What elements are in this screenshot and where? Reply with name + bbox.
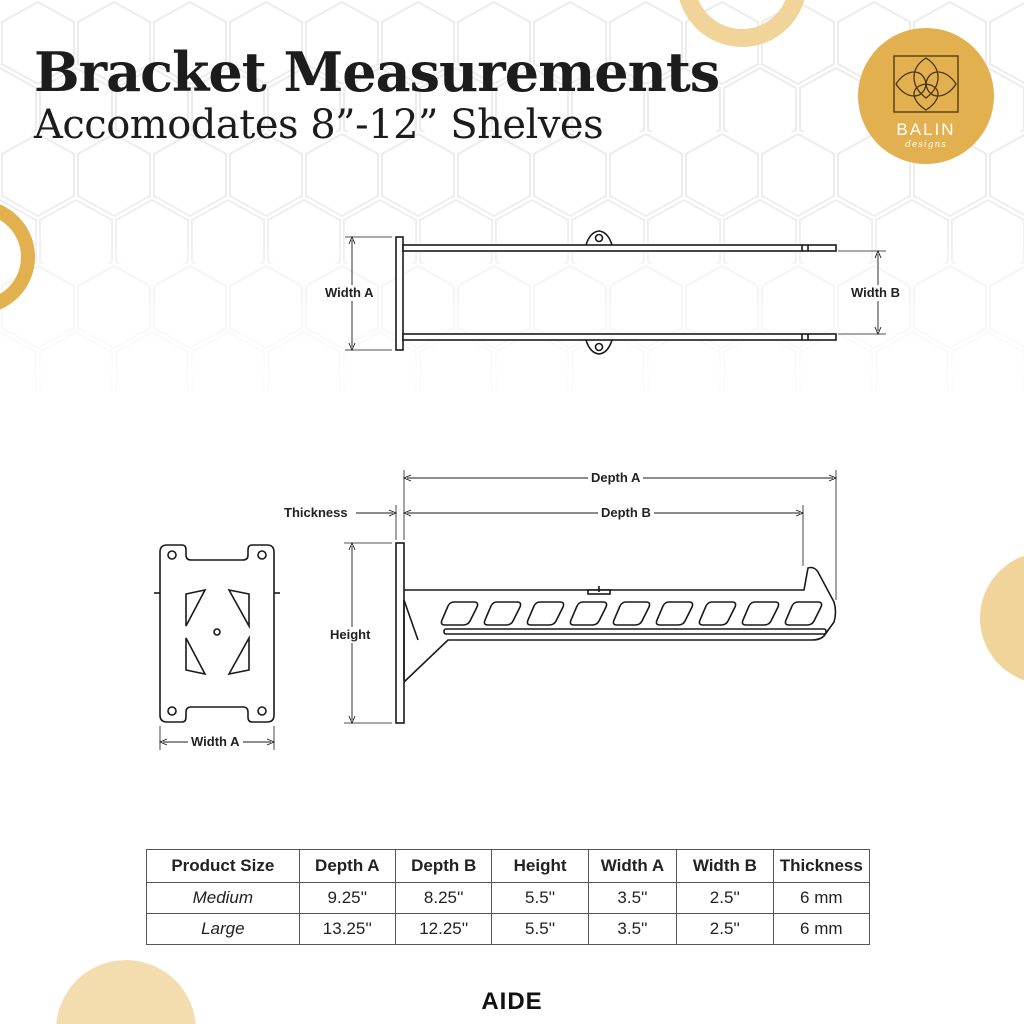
table-cell: 8.25'' <box>396 883 492 914</box>
column-header: Thickness <box>773 850 869 883</box>
table-cell: 2.5'' <box>677 883 773 914</box>
table-cell: 13.25'' <box>299 914 395 945</box>
top-width-b-label: Width B <box>848 285 903 301</box>
table-header-row <box>147 850 870 883</box>
thickness-label: Thickness <box>281 505 351 521</box>
column-header: Depth B <box>396 850 492 883</box>
column-header: Width B <box>677 850 773 883</box>
table-cell: 5.5'' <box>492 914 588 945</box>
table-cell: 12.25'' <box>396 914 492 945</box>
logo-brand-name: BALIN <box>896 120 956 139</box>
table-cell: 9.25'' <box>299 883 395 914</box>
depth-b-label: Depth B <box>598 505 654 521</box>
column-header: Width A <box>588 850 676 883</box>
page-title: Bracket Measurements <box>34 40 720 104</box>
table-row <box>147 883 870 914</box>
table-cell: 2.5'' <box>677 914 773 945</box>
table-cell: 3.5'' <box>588 883 676 914</box>
table-cell: 5.5'' <box>492 883 588 914</box>
height-label: Height <box>327 627 373 643</box>
column-header: Height <box>492 850 588 883</box>
table-cell: 6 mm <box>773 883 869 914</box>
side-view-drawing <box>344 470 836 723</box>
logo-tagline: designs <box>905 140 947 150</box>
table-cell: Medium <box>147 883 300 914</box>
table-cell: 3.5'' <box>588 914 676 945</box>
front-width-a-label: Width A <box>188 734 243 750</box>
page-subtitle: Accomodates 8”-12” Shelves <box>34 102 604 148</box>
column-header: Depth A <box>299 850 395 883</box>
table-row <box>147 914 870 945</box>
bracket-slots <box>441 602 821 625</box>
front-view-drawing <box>154 545 280 750</box>
table-cell: 6 mm <box>773 914 869 945</box>
specs-table <box>146 849 870 945</box>
table-cell: Large <box>147 914 300 945</box>
product-name: AIDE <box>481 988 543 1015</box>
top-width-a-label: Width A <box>322 285 377 301</box>
column-header: Product Size <box>147 850 300 883</box>
depth-a-label: Depth A <box>588 470 643 486</box>
top-view-drawing <box>345 231 886 354</box>
